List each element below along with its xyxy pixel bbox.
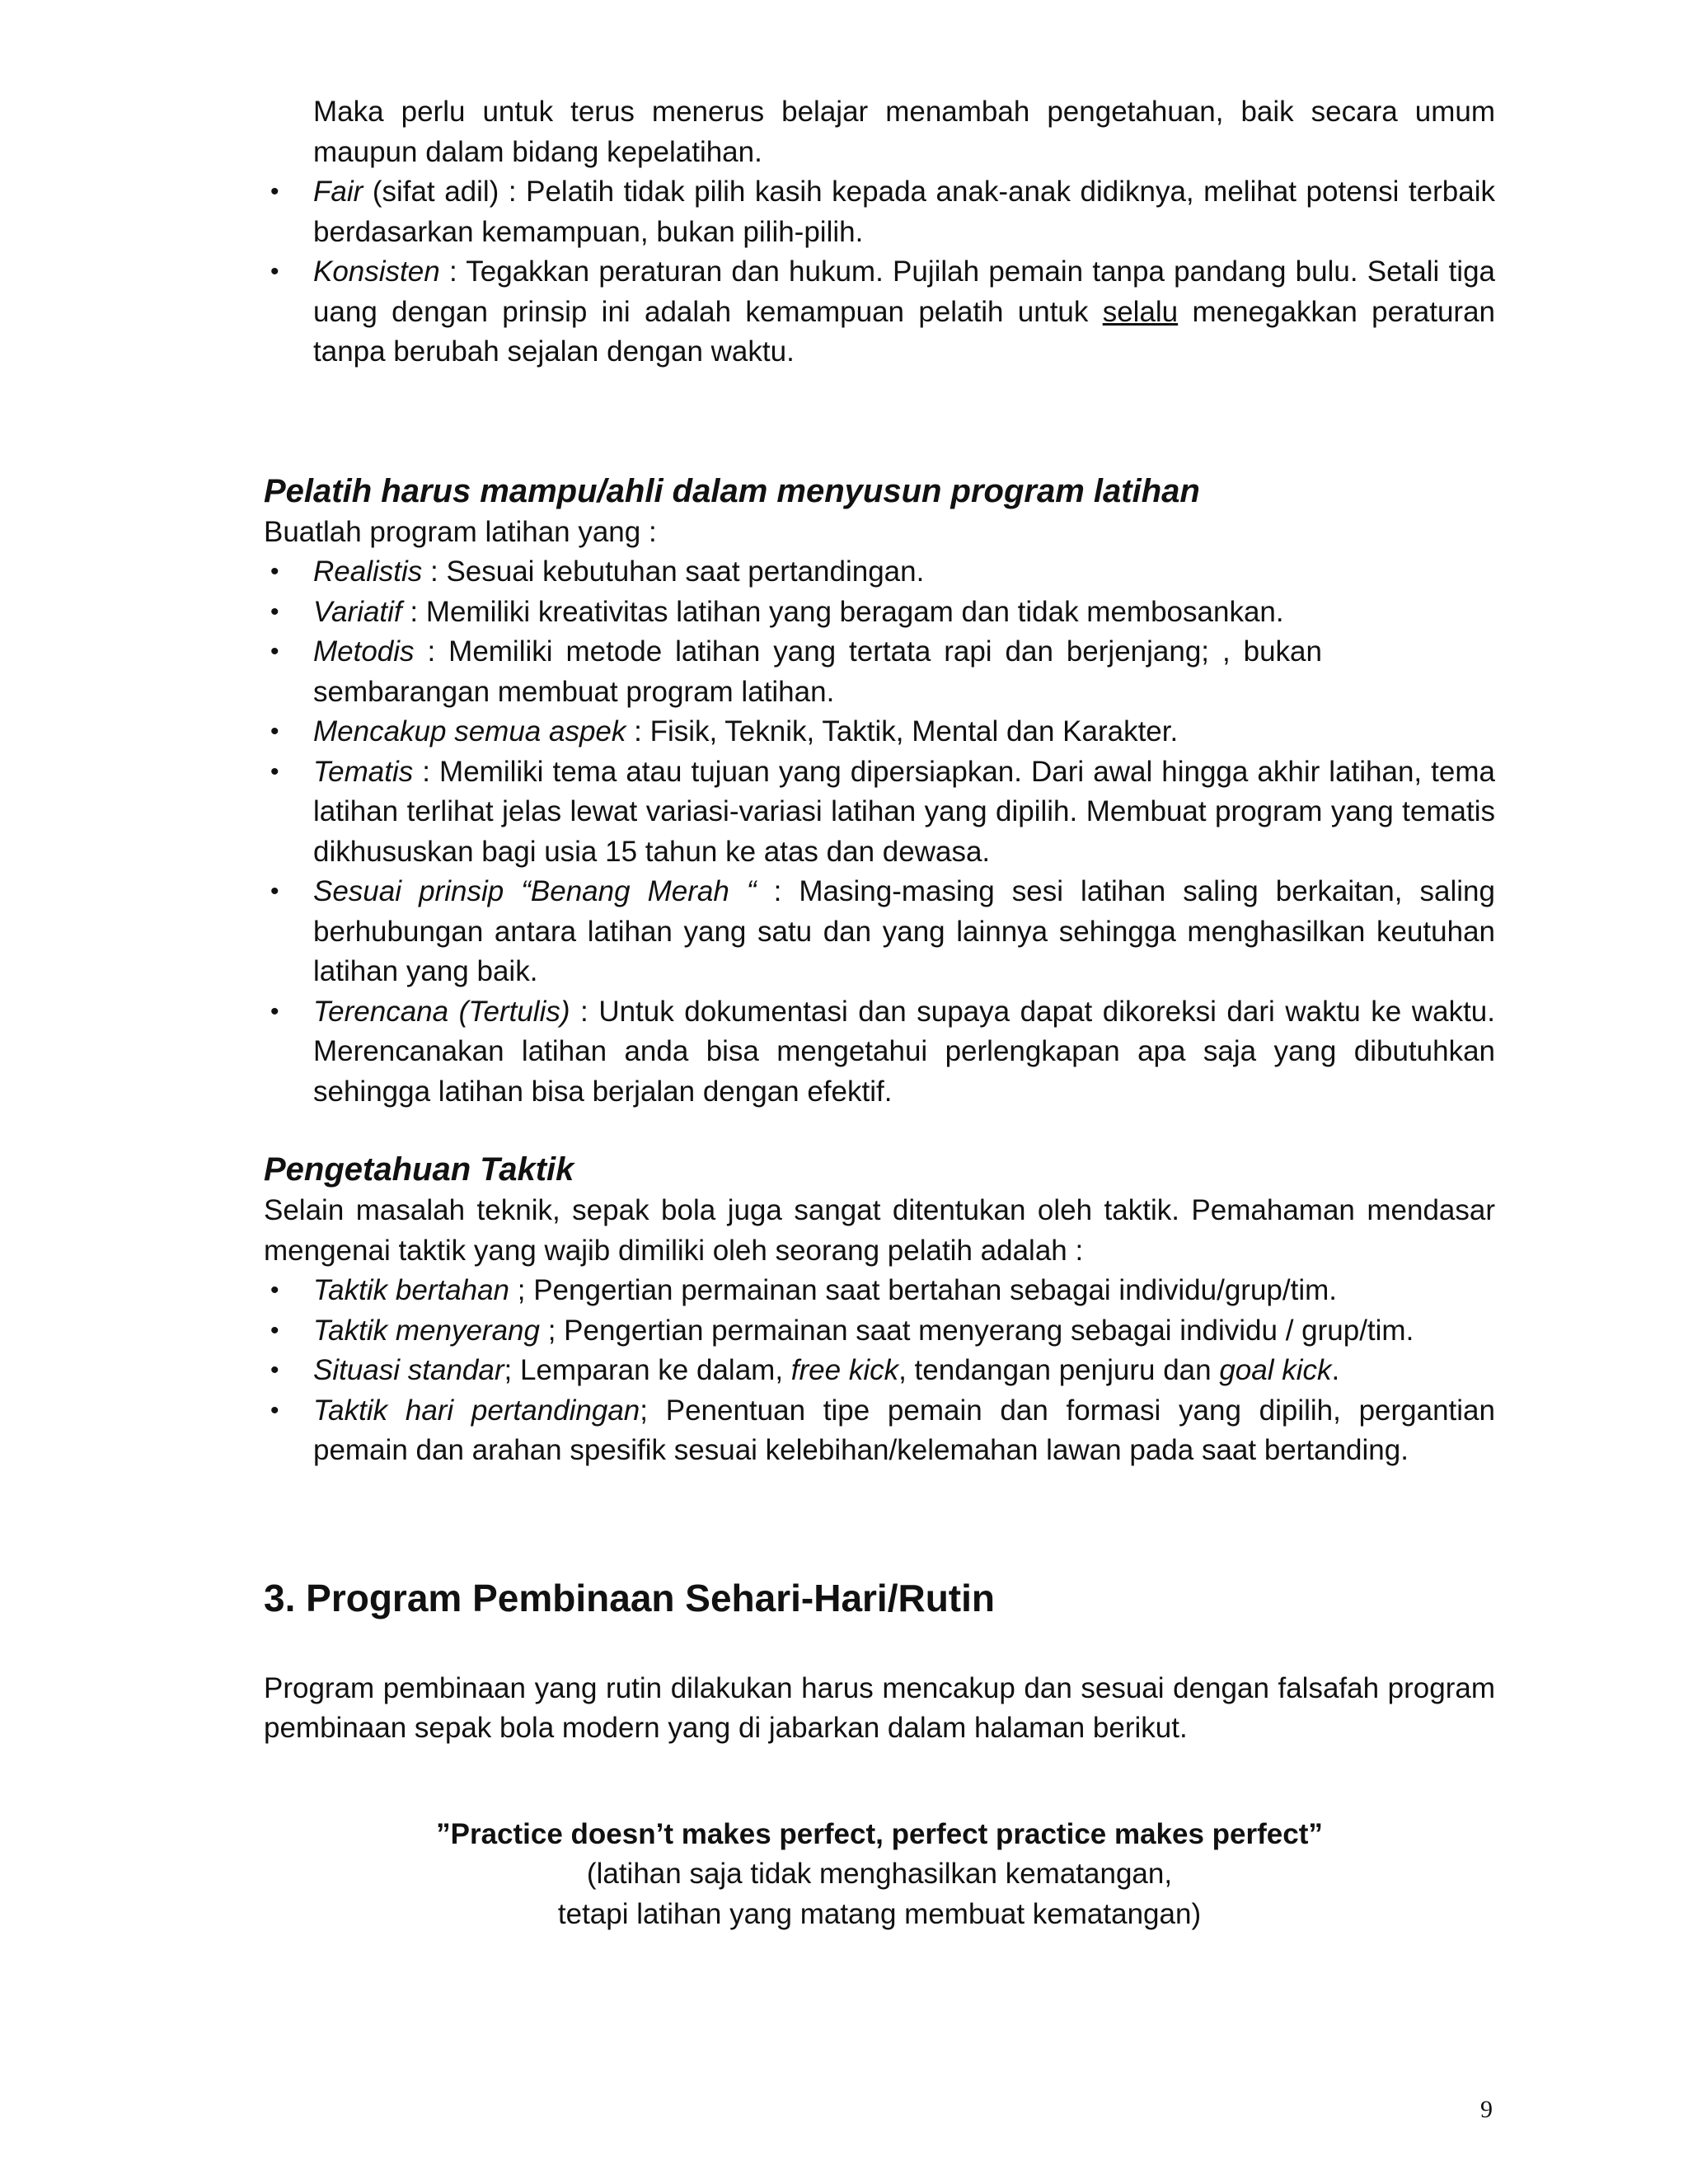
quote-translation-line-1: (latihan saja tidak menghasilkan kematangan,	[586, 1858, 1173, 1890]
list-item: • Metodis : Memiliki metode latihan yang tertata rapi dan berjenjang; , bukan sembarangan membuat program latihan.	[264, 632, 1495, 712]
list-item: • Sesuai prinsip “Benang Merah “ : Masing-masing sesi latihan saling berkaitan, saling berhubungan antara latihan yang satu dan yang lainnya sehingga menghasilkan keutuhan latihan yang baik.	[264, 872, 1495, 992]
document-page	[264, 92, 1495, 1934]
tactics-heading: Pengetahuan Taktik	[264, 1151, 574, 1188]
section-3-body: Program pembinaan yang rutin dilakukan harus mencakup dan sesuai dengan falsafah program pembinaan sepak bola modern yang di jabarkan dalam halaman berikut.	[264, 1671, 1495, 1744]
list-item: • Konsisten : Tegakkan peraturan dan hukum. Pujilah pemain tanpa pandang bulu. Setali tiga uang dengan prinsip ini adalah kemampuan pelatih untuk selalu menegakkan peraturan tanpa berubah sejalan dengan waktu.	[264, 252, 1495, 373]
intro-continuation: Maka perlu untuk terus menerus belajar menambah pengetahuan, baik secara umum maupun dalam bidang kepelatihan.	[313, 96, 1495, 168]
list-item: • Fair (sifat adil) : Pelatih tidak pilih kasih kepada anak-anak didiknya, melihat potensi terbaik berdasarkan kemampuan, bukan pilih-pilih.	[264, 172, 1495, 252]
tactics-lead: Selain masalah teknik, sepak bola juga sangat ditentukan oleh taktik. Pemahaman mendasar mengenai taktik yang wajib dimiliki oleh seorang pelatih adalah :	[264, 1194, 1495, 1267]
list-item: • Terencana (Tertulis) : Untuk dokumentasi dan supaya dapat dikoreksi dari waktu ke waktu. Merencanakan latihan anda bisa mengetahui perlengkapan apa saja yang dibutuhkan sehingga latihan bisa berjalan dengan efektif.	[264, 992, 1495, 1113]
program-heading: Pelatih harus mampu/ahli dalam menyusun program latihan	[264, 472, 1200, 509]
list-item: • Tematis : Memiliki tema atau tujuan yang dipersiapkan. Dari awal hingga akhir latihan, tema latihan terlihat jelas lewat variasi-variasi latihan yang dipilih. Membuat program yang tematis dikhususkan bagi usia 15 tahun ke atas dan dewasa.	[264, 752, 1495, 873]
tactics-bullet-list	[264, 1271, 1495, 1471]
list-item: • Realistis : Sesuai kebutuhan saat pertandingan.	[264, 552, 1495, 593]
quote-block	[264, 1815, 1495, 1935]
list-item: • Situasi standar; Lemparan ke dalam, free kick, tendangan penjuru dan goal kick.	[264, 1351, 1495, 1391]
list-item: • Taktik hari pertandingan; Penentuan tipe pemain dan formasi yang dipilih, pergantian pemain dan arahan spesifik sesuai kelebihan/kelemahan lawan pada saat bertanding.	[264, 1391, 1495, 1471]
quote-english: ”Practice doesn’t makes perfect, perfect practice makes perfect”	[436, 1817, 1323, 1850]
quote-translation-line-2: tetapi latihan yang matang membuat kematangan)	[557, 1897, 1202, 1930]
section-3-heading: 3. Program Pembinaan Sehari-Hari/Rutin	[264, 1576, 996, 1619]
list-item: • Mencakup semua aspek : Fisik, Teknik, Taktik, Mental dan Karakter.	[264, 712, 1495, 752]
program-lead: Buatlah program latihan yang :	[264, 515, 657, 548]
list-item: • Taktik bertahan ; Pengertian permainan saat bertahan sebagai individu/grup/tim.	[264, 1271, 1495, 1311]
intro-bullet-list	[264, 172, 1495, 373]
list-item: • Taktik menyerang ; Pengertian permainan saat menyerang sebagai individu / grup/tim.	[264, 1311, 1495, 1352]
page-number: 9	[1480, 2096, 1493, 2123]
list-item: • Variatif : Memiliki kreativitas latihan yang beragam dan tidak membosankan.	[264, 593, 1495, 633]
program-bullet-list	[264, 552, 1495, 1112]
